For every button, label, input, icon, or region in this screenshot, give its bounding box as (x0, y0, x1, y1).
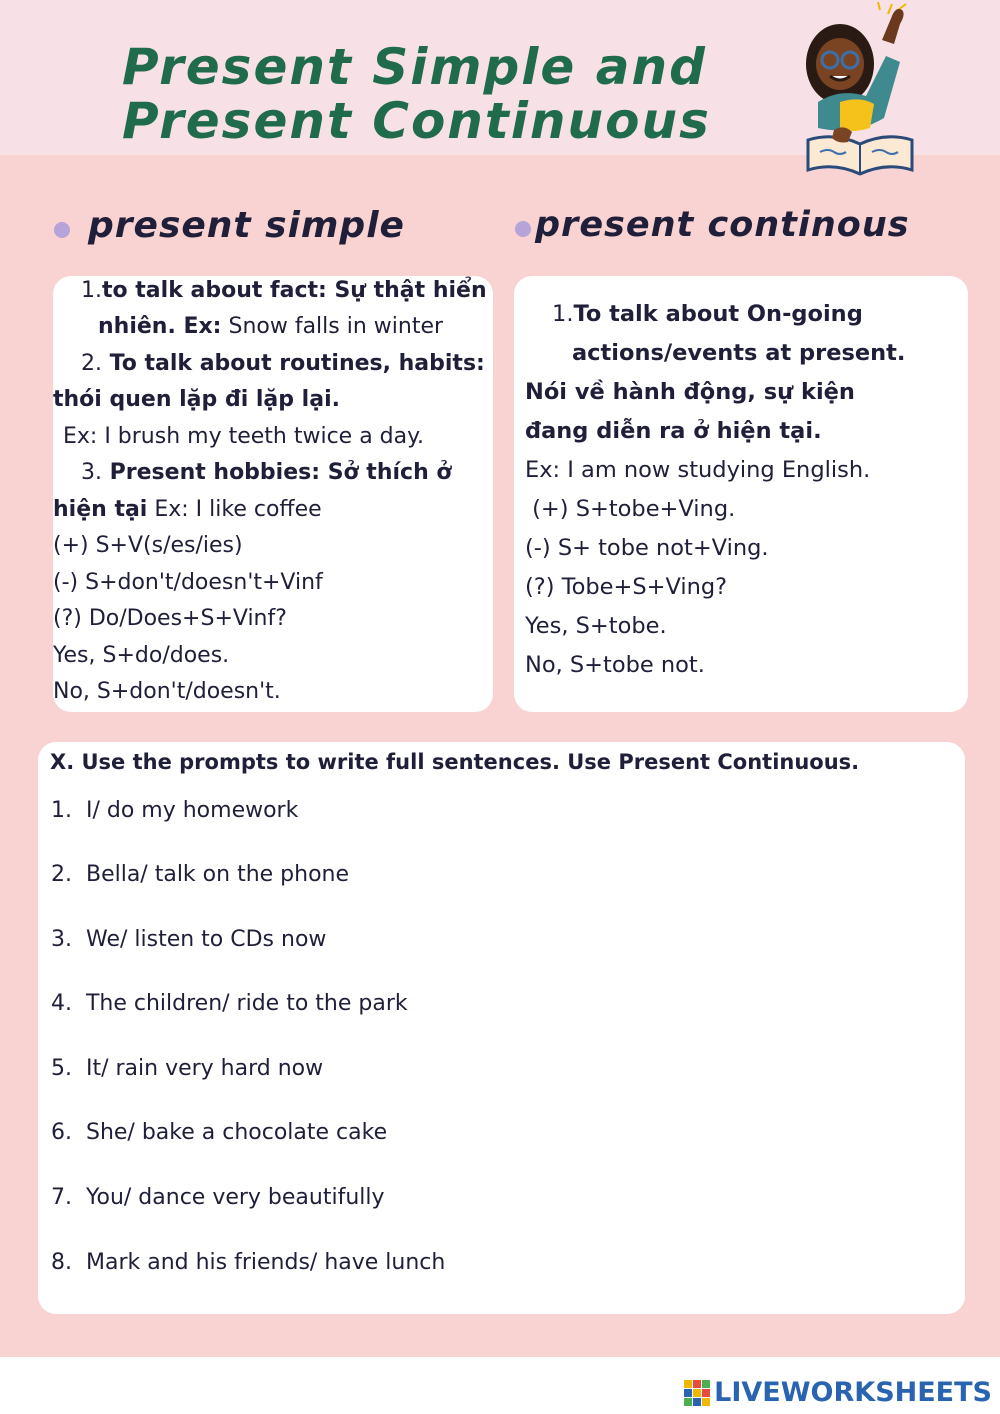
plain-text: (-) S+don't/doesn't+Vinf (53, 570, 323, 595)
plain-text: Snow falls in winter (221, 314, 444, 339)
rule-line (81, 346, 485, 383)
exercise-item: 7. You/ dance very beautifully (51, 1185, 385, 1210)
exercise-item: 3. We/ listen to CDs now (51, 927, 327, 952)
exercise-item: 5. It/ rain very hard now (51, 1056, 324, 1081)
exercise-item: 6. She/ bake a chocolate cake (51, 1120, 388, 1145)
bold-text: thói quen lặp đi lặp lại. (53, 387, 340, 412)
rule-line (81, 455, 452, 492)
rule-line (56, 419, 424, 456)
bold-text: nhiên. Ex: (98, 314, 222, 339)
page-title (122, 40, 711, 148)
bold-text: to talk about fact: Sự thật hiển (102, 278, 487, 303)
rule-line (525, 451, 870, 490)
rule-line (53, 382, 340, 419)
exercise-card (38, 742, 965, 1314)
rule-line (53, 638, 229, 675)
plain-text: Yes, S+tobe. (525, 613, 667, 639)
rule-line (525, 490, 735, 529)
liveworksheets-logo (684, 1377, 992, 1408)
present-simple-card (53, 276, 493, 712)
bullet-icon (515, 221, 531, 237)
student-illustration (800, 2, 920, 177)
rule-line (552, 295, 863, 334)
logo-grid-icon (684, 1380, 710, 1406)
rule-line (525, 373, 855, 412)
present-simple-heading (54, 205, 405, 246)
rule-line (98, 309, 443, 346)
plain-text: Ex: I like coffee (147, 497, 322, 522)
bold-text: Present hobbies: Sở thích ở (102, 460, 452, 485)
exercise-item: 4. The children/ ride to the park (51, 991, 408, 1016)
title-line-1: Present Simple and (122, 38, 707, 96)
plain-text: Yes, S+do/does. (53, 643, 230, 668)
bullet-icon (54, 222, 70, 238)
plain-text: (+) S+V(s/es/ies) (53, 533, 243, 558)
rule-line (53, 492, 322, 529)
exercise-title: X. Use the prompts to write full sentences. Use Present Continuous. (50, 750, 860, 774)
present-simple-heading-text: present simple (88, 205, 405, 246)
rule-line (53, 601, 287, 638)
exercise-item: 1. I/ do my homework (51, 798, 299, 823)
rule-line (53, 565, 323, 602)
exercise-item: 8. Mark and his friends/ have lunch (51, 1250, 446, 1275)
bold-text: hiện tại (53, 497, 148, 522)
rule-line (81, 273, 487, 310)
plain-text: Ex: I am now studying English. (525, 457, 871, 483)
rule-line (525, 607, 667, 646)
bold-text: actions/events at present. (572, 340, 906, 366)
plain-text: (-) S+ tobe not+Ving. (525, 535, 769, 561)
plain-text: No, S+don't/doesn't. (53, 679, 281, 704)
rule-line (53, 674, 281, 711)
rule-line (572, 334, 905, 373)
present-continuous-heading-text: present continous (535, 205, 910, 245)
list-number: 1. (81, 278, 102, 303)
rule-line (525, 412, 822, 451)
bold-text: To talk about On-going (573, 301, 863, 327)
rule-line (525, 568, 727, 607)
plain-text: Ex: I brush my teeth twice a day. (56, 424, 425, 449)
rule-line (525, 529, 769, 568)
plain-text: (?) Tobe+S+Ving? (525, 574, 728, 600)
rule-line (525, 646, 705, 685)
bold-text: Nói về hành động, sự kiện (525, 379, 855, 405)
bold-text: đang diễn ra ở hiện tại. (525, 418, 822, 444)
brand-name: LIVEWORKSHEETS (714, 1377, 992, 1408)
title-line-2: Present Continuous (122, 92, 711, 150)
list-number: 3. (81, 460, 102, 485)
present-continuous-heading (515, 205, 910, 245)
list-number: 1. (552, 301, 574, 327)
plain-text: (?) Do/Does+S+Vinf? (53, 606, 287, 631)
plain-text: (+) S+tobe+Ving. (525, 496, 736, 522)
list-number: 2. (81, 351, 102, 376)
bold-text: To talk about routines, habits: (102, 351, 485, 376)
present-continuous-card (514, 276, 968, 712)
plain-text: No, S+tobe not. (525, 652, 705, 678)
exercise-item: 2. Bella/ talk on the phone (51, 862, 350, 887)
rule-line (53, 528, 243, 565)
